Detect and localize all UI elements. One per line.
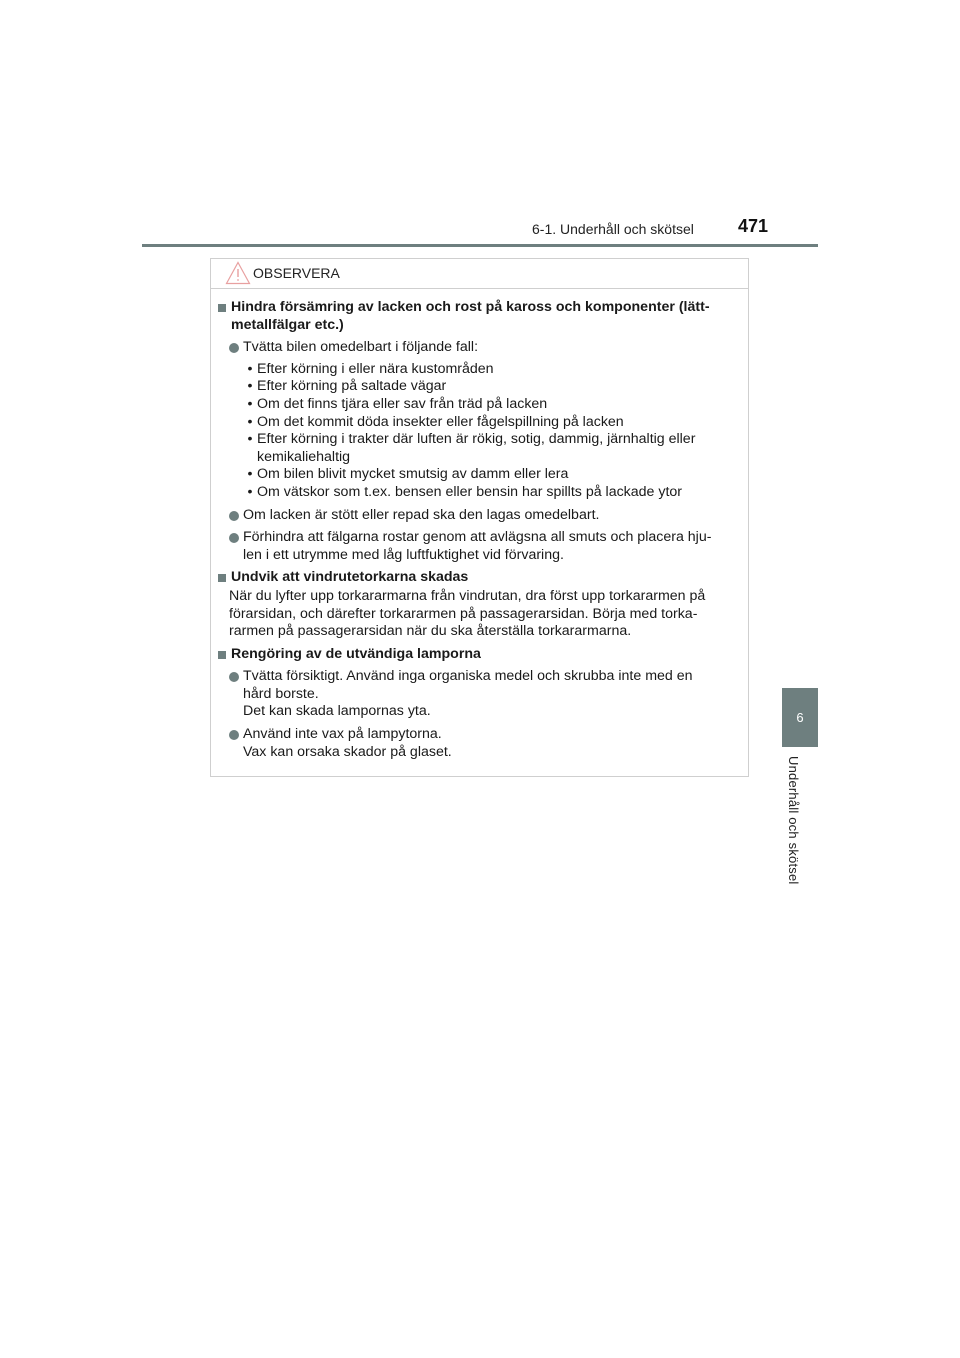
section-title: Hindra försämring av lacken och rost på kaross och komponenter (lätt- metallfälgar etc.) — [231, 299, 710, 333]
section-lamps — [217, 646, 744, 664]
list-item: Använd inte vax på lampytorna. Vax kan orsaka skador på glaset. — [217, 726, 744, 761]
caution-title: OBSERVERA — [253, 265, 340, 281]
bullet-dot-icon — [229, 672, 239, 682]
section-title: Undvik att vindrutetorkarna skadas — [231, 569, 469, 586]
header-divider — [142, 244, 818, 247]
page-number: 471 — [738, 216, 769, 236]
warning-triangle-icon — [225, 261, 251, 285]
section-paragraph: När du lyfter upp torkararmarna från vindrutan, dra först upp torkararmen på förarsidan, och därefter torkararmen på passagerarsidan. Börja med torka- rarmen på passagerarsidan när du ska återställa torkararmarna. — [229, 587, 706, 640]
sub-bullet-item: • Om det kommit döda insekter eller fågelspillning på lacken — [247, 413, 624, 430]
chapter-tab-label: Underhåll och skötsel — [786, 756, 801, 885]
caution-header — [211, 259, 748, 289]
sub-bullet-item: • Efter körning i trakter där luften är rökig, sotig, dammig, järnhaltig eller kemikaliehaltig — [247, 431, 696, 465]
header-section-title: 6-1. Underhåll och skötsel — [532, 221, 694, 237]
chapter-tab — [782, 688, 818, 747]
bullet-dot-icon — [229, 730, 239, 740]
section-wipers — [217, 569, 744, 587]
bullet-dot-icon — [229, 511, 239, 521]
section-paint-rust — [217, 299, 744, 334]
sub-bullet-item: • Om vätskor som t.ex. bensen eller bensin har spillts på lackade ytor — [247, 483, 683, 500]
bullet-dot-icon — [229, 343, 239, 353]
section-square-icon — [218, 651, 226, 659]
bullet-dot-icon — [229, 533, 239, 543]
sub-bullet-item: • Efter körning i eller nära kustområden — [247, 360, 494, 377]
list-item: Tvätta bilen omedelbart i följande fall: — [217, 339, 744, 357]
caution-box — [210, 258, 749, 777]
section-title: Rengöring av de utvändiga lamporna — [231, 645, 481, 662]
sub-bullet-item: • Efter körning på saltade vägar — [247, 378, 447, 395]
list-item: Tvätta försiktigt. Använd inga organiska medel och skrubba inte med en hård borste. Det kan skada lampornas yta. — [217, 668, 744, 721]
section-square-icon — [218, 304, 226, 312]
list-item: Om lacken är stött eller repad ska den lagas omedelbart. — [217, 507, 744, 525]
list-item: Förhindra att fälgarna rostar genom att avlägsna all smuts och placera hju- len i ett utrymme med låg luftfuktighet vid förvaring. — [217, 529, 744, 564]
chapter-tab-number: 6 — [796, 710, 804, 725]
sub-bullet-list — [217, 361, 744, 502]
sub-bullet-item: • Om det finns tjära eller sav från träd på lacken — [247, 395, 548, 412]
sub-bullet-item: • Om bilen blivit mycket smutsig av damm eller lera — [247, 466, 569, 483]
caution-body — [217, 299, 744, 761]
section-square-icon — [218, 574, 226, 582]
